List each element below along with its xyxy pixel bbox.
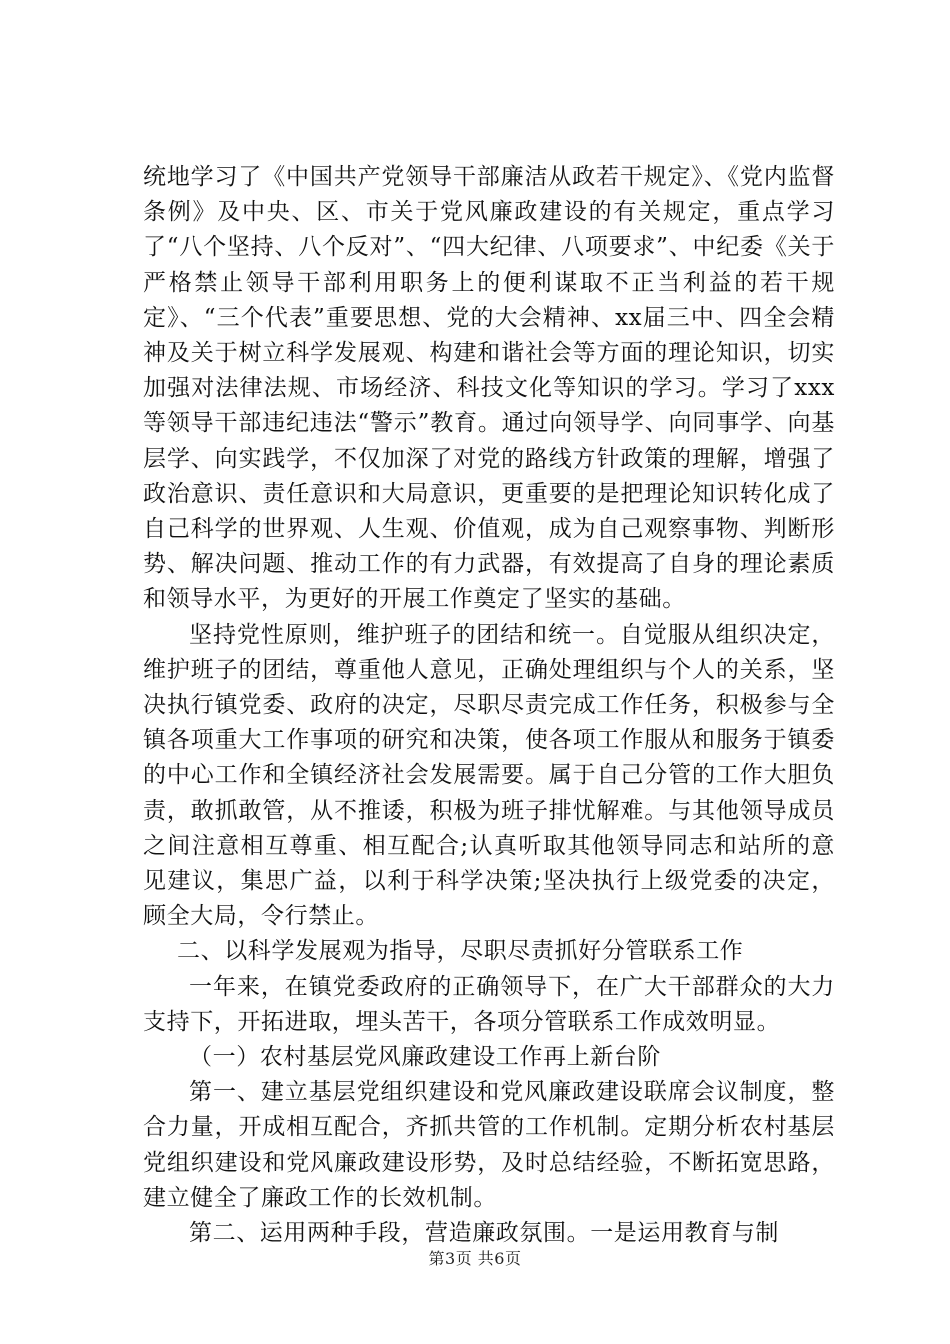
paragraph-party-principle: 坚持党性原则，维护班子的团结和统一。自觉服从组织决定，维护班子的团结，尊重他人意见，正确处理组织与个人的关系，坚决执行镇党委、政府的决定，尽职尽责完成工作任务，积极参与全镇各项重大工作事项的研究和决策，使各项工作服从和服务于镇委的中心工作和全镇经济社会发展需要。属于自己分管的工作大胆负责，敢抓敢管，从不推诿，积极为班子排忧解难。与其他领导成员之间注意相互尊重、相互配合;认真听取其他领导同志和站所的意见建议，集思广益，以利于科学决策;坚决执行上级党委的决定，顾全大局，令行禁止。 (143, 621, 835, 930)
paragraph-first-point: 第一、建立基层党组织建设和党风廉政建设联席会议制度，整合力量，开成相互配合，齐抓共管的工作机制。定期分析农村基层党组织建设和党风廉政建设形势，及时总结经验，不断拓宽思路，建立健全了廉政工作的长效机制。 (143, 1079, 835, 1211)
document-body (143, 160, 835, 1251)
page-number-footer: 第3页 共6页 (428, 1249, 522, 1268)
paragraph-second-point: 第二、运用两种手段，营造廉政氛围。一是运用教育与制 (189, 1220, 779, 1247)
subsection-heading-one: （一）农村基层党风廉政建设工作再上新台阶 (189, 1044, 661, 1071)
paragraph-year-summary: 一年来，在镇党委政府的正确领导下，在广大干部群众的大力支持下，开拓进取，埋头苦干，各项分管联系工作成效明显。 (143, 973, 835, 1035)
paragraph-study-continuation: 统地学习了《中国共产党领导干部廉洁从政若干规定》、《党内监督条例》及中央、区、市关于党风廉政建设的有关规定，重点学习了“八个坚持、八个反对”、“四大纪律、八项要求”、中纪委《关于严格禁止领导干部利用职务上的便利谋取不正当利益的若干规定》、“三个代表”重要思想、党的大会精神、xx届三中、四全会精神及关于树立科学发展观、构建和谐社会等方面的理论知识，切实加强对法律法规、市场经济、科技文化等知识的学习。学习了xxx等领导干部违纪违法“警示”教育。通过向领导学、向同事学、向基层学、向实践学，不仅加深了对党的路线方针政策的理解，增强了政治意识、责任意识和大局意识，更重要的是把理论知识转化成了自己科学的世界观、人生观、价值观，成为自己观察事物、判断形势、解决问题、推动工作的有力武器，有效提高了自身的理论素质和领导水平，为更好的开展工作奠定了坚实的基础。 (143, 164, 835, 613)
section-heading-two: 二、以科学发展观为指导，尽职尽责抓好分管联系工作 (177, 938, 744, 965)
